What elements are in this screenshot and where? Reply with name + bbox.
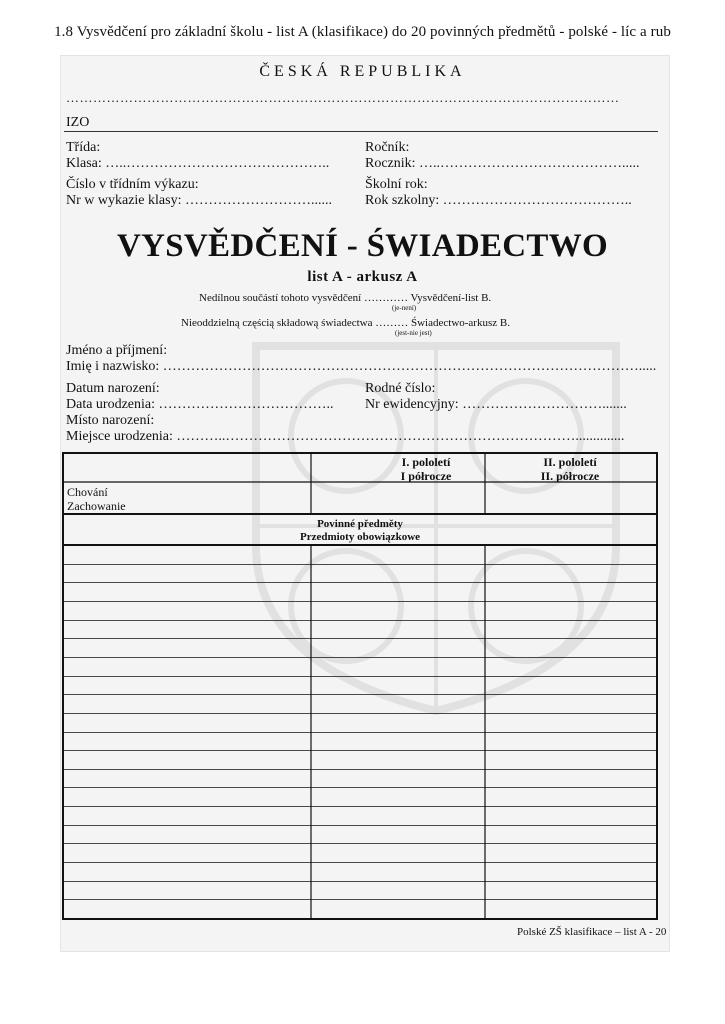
personal-id-field-pl: Nr ewidencyjny: …………………………....... — [365, 397, 627, 412]
name-field-pl: Imię i nazwisko: …………………………………………………………………………………………..... — [66, 359, 657, 374]
birth-date-label-cz: Datum narození: — [66, 381, 160, 396]
register-number-field-pl: Nr w wykazie klasy: ………………………...... — [66, 193, 332, 208]
behaviour-label — [67, 485, 126, 513]
divider — [64, 131, 658, 132]
subjects-header-pl: Przedmioty obowiązkowe — [299, 531, 421, 543]
behaviour-label-cz: Chování — [67, 485, 108, 499]
register-number-label-cz: Číslo v třídním výkazu: — [66, 177, 199, 192]
behaviour-label-pl: Zachowanie — [67, 499, 126, 513]
certificate-title: VYSVĚDČENÍ - ŚWIADECTWO — [117, 228, 608, 264]
second-term-header-pl: II. półrocze — [540, 469, 600, 483]
country-heading: ČESKÁ REPUBLIKA — [259, 63, 466, 80]
school-year-field-pl: Rok szkolny: ………………………………….. — [365, 193, 632, 208]
personal-id-label-cz: Rodné číslo: — [365, 381, 436, 396]
second-term-header-cz: II. pololetí — [543, 455, 597, 469]
school-year-label-cz: Školní rok: — [365, 177, 428, 192]
birth-date-field-pl: Data urodzenia: ……………………………….. — [66, 397, 334, 412]
class-field-pl: Klasa: …..…………………………………….. — [66, 156, 330, 171]
certificate-subtitle: list A - arkusz A — [307, 269, 418, 285]
second-term-header — [510, 455, 630, 483]
birth-place-field-pl: Miejsce urodzenia: ………..………………………………………………………………….............. — [66, 429, 625, 444]
note-pl-hint: (jest-nie jest) — [395, 329, 432, 337]
first-term-header — [367, 455, 485, 483]
subjects-header — [62, 518, 658, 544]
note-pl: Nieoddzielną częścią składową świadectwa ……… Świadectwo-arkusz B. — [181, 317, 510, 329]
subjects-header-cz: Povinné předměty — [317, 518, 403, 530]
page-footer: Polské ZŠ klasifikace – list A - 20 — [517, 926, 667, 938]
first-term-header-cz: I. pololetí — [401, 455, 451, 469]
school-name-line: …………………………………………………………………………………………………………… — [66, 90, 620, 105]
izo-label: IZO — [66, 115, 90, 130]
note-cz-hint: (je-není) — [392, 304, 417, 312]
birth-place-label-cz: Místo narození: — [66, 413, 155, 428]
grade-year-label-cz: Ročník: — [365, 140, 410, 155]
class-label-cz: Třída: — [66, 140, 101, 155]
name-label-cz: Jméno a příjmení: — [66, 343, 168, 358]
note-cz: Nedílnou součástí tohoto vysvědčení ………… Vysvědčení-list B. — [199, 292, 492, 304]
document-caption: 1.8 Vysvědčení pro základní školu - list A (klasifikace) do 20 povinných předmětů - polské - líc a rub — [54, 24, 671, 40]
grade-year-field-pl: Rocznik: …..…………………………………..... — [365, 156, 640, 171]
first-term-header-pl: I półrocze — [400, 469, 452, 483]
